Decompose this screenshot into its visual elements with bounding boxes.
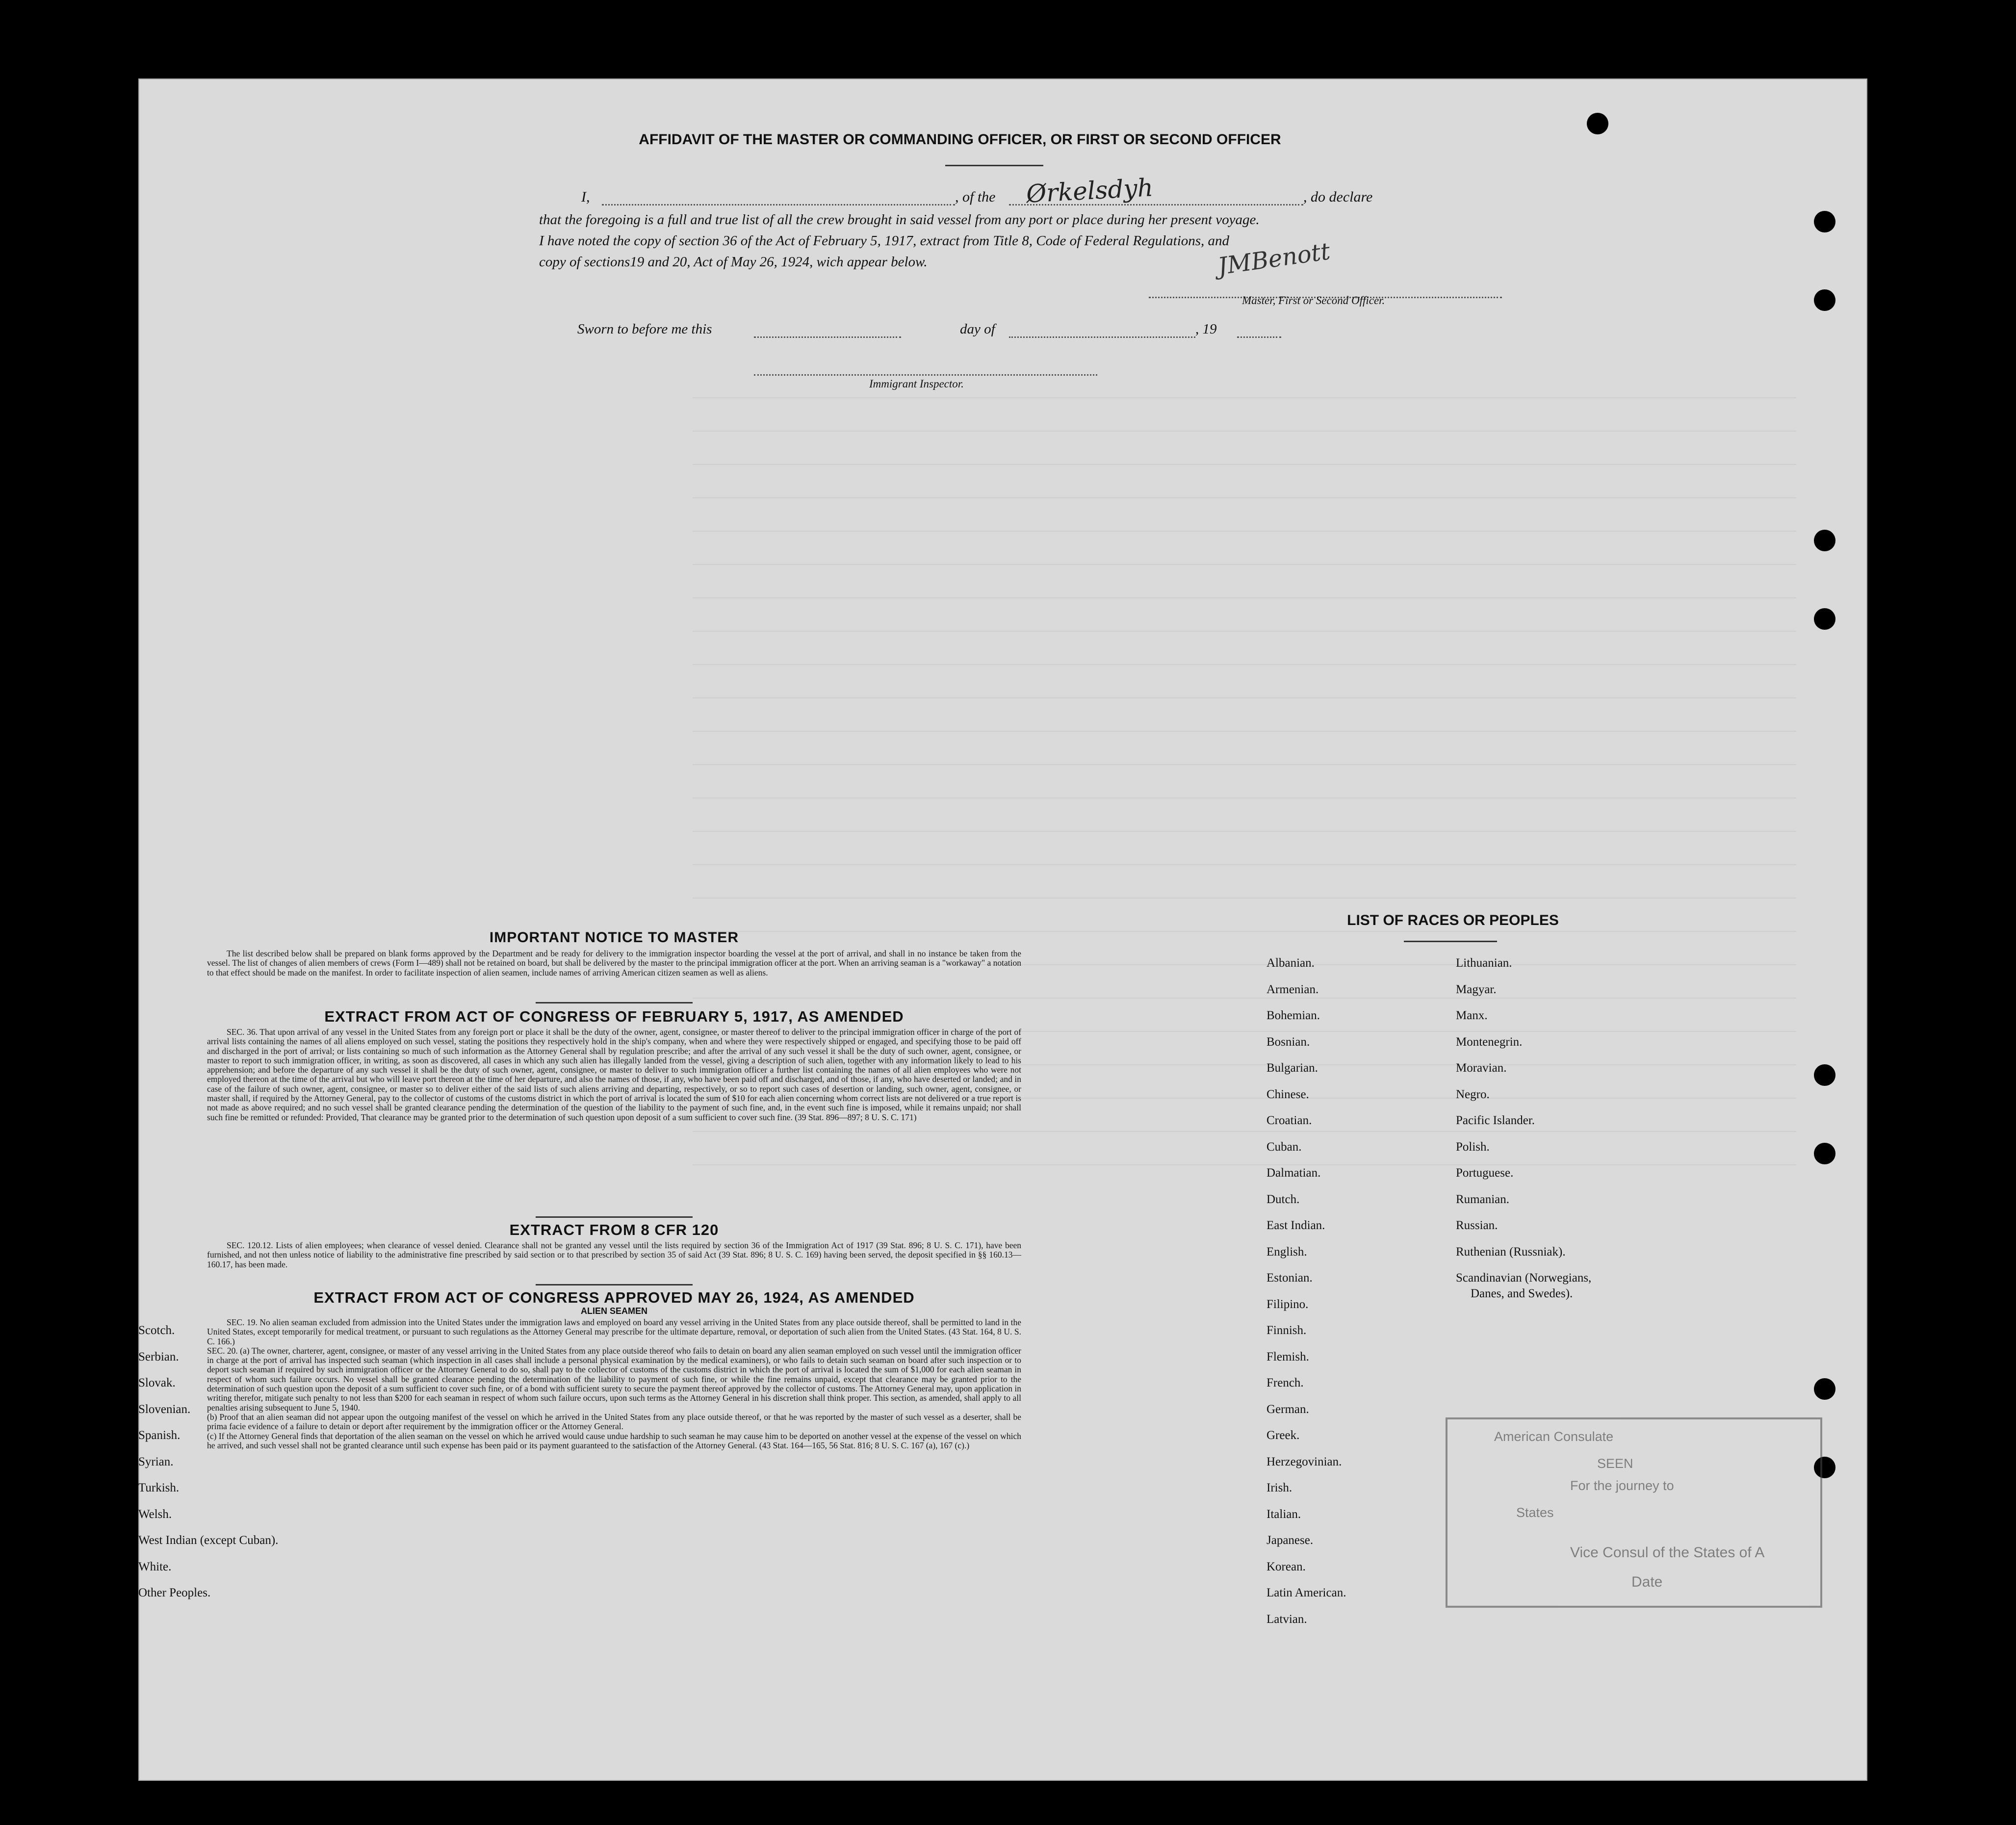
race-item: Slovenian. [138,1402,191,1416]
race-item: Polish. [1456,1140,1490,1154]
notice-body: The list described below shall be prepared on blank forms approved by the Department and be ready for delivery to the immigration inspector boarding the vessel at the port of arrival, and shall in no instance be taken from the vessel. The list of changes of alien members of crews (Form I—489) shall not be retained on board, but shall be delivered by the master to the principal immigration officer at the port. When an arriving seaman is a "workaway" a notation to that effect should be made on the manifest. In order to facilitate inspection of alien seamen, include names of arriving American citizen seamen as well as aliens. [207,949,1021,977]
stamp-line: Vice Consul of the States of A [1570,1544,1765,1561]
immigrant-inspector-label: Immigrant Inspector. [869,378,964,390]
year-label: , 19 [1195,321,1217,337]
race-item: Flemish. [1266,1350,1309,1363]
race-item: Lithuanian. [1456,956,1512,970]
punch-hole [1814,1378,1835,1400]
affidavit-of-the-label: , of the [955,189,996,205]
officer-signature-handwritten: JMBenott [1216,237,1332,281]
race-item: Irish. [1266,1481,1292,1494]
vessel-name-handwritten: Ørkelsdyh [1025,173,1154,208]
race-item: Bulgarian. [1266,1061,1318,1075]
race-item: Croatian. [1266,1114,1312,1127]
stamp-line: For the journey to [1570,1478,1674,1493]
extract-cfr-title: EXTRACT FROM 8 CFR 120 [509,1221,719,1238]
race-item: Italian. [1266,1507,1301,1521]
affidavit-declare-label: , do declare [1303,189,1373,205]
race-item: White. [138,1560,172,1573]
sworn-day-blank [754,336,901,338]
divider [1404,941,1497,942]
consular-stamp [1446,1417,1822,1608]
race-item: Armenian. [1266,982,1319,996]
race-item: Serbian. [138,1350,179,1363]
race-item: Dalmatian. [1266,1166,1321,1180]
race-item: Danes, and Swedes). [1471,1287,1573,1301]
divider [945,165,1043,166]
race-item: Welsh. [138,1507,172,1521]
race-item: Portuguese. [1456,1166,1514,1180]
punch-hole [1814,530,1835,551]
notice-title: IMPORTANT NOTICE TO MASTER [489,929,739,946]
race-item: Cuban. [1266,1140,1302,1154]
extract-1924-subtitle: ALIEN SEAMEN [580,1306,647,1316]
divider [536,1284,693,1285]
affidavit-line-2: that the foregoing is a full and true list of all the crew brought in said vessel from any port or place during her present voyage. [539,212,1260,228]
punch-hole [1814,1143,1835,1164]
divider [536,1216,693,1218]
sworn-label: Sworn to before me this [577,321,712,337]
race-item: Syrian. [138,1455,174,1468]
race-item: Montenegrin. [1456,1035,1523,1049]
day-of-label: day of [960,321,995,337]
extract-1917-body: SEC. 36. That upon arrival of any vessel in the United States from any foreign port or place it shall be the duty of the owner, agent, consignee, or master thereof to deliver to the principal immigration officer in charge of the port of arrival lists containing the names of all aliens employed on such vessel, stating the positions they respectively hold in the ship's company, when and where they were respectively shipped or engaged, and specifying those to be paid off and discharged in the port of arrival; or lists containing so much of such information as the Attorney General shall by regulation prescribe; and after the arrival of any such vessel it shall be the duty of such owner, agent, consignee, or master to report to such immigration officer, in writing, as soon as discovered, all cases in which any such alien has illegally landed from the vessel, giving a description of such alien, together with any information likely to lead to his apprehension; and before the departure of any such vessel it shall be the duty of such owner, agent, consignee, or master to deliver to such immigration officer a further list containing the names of all alien employees who were not employed thereon at the time of the arrival but who will leave port thereon at the time of her departure, and also the names of those, if any, who have been paid off and discharged, and of those, if any, who have deserted or landed; and in case of the failure of such owner, agent, consignee, or master so to deliver either of the said lists of such aliens arriving and departing, respectively, or so to report such cases of desertion or landing, such owner, agent, consignee, or master shall, if required by the Attorney General, pay to the collector of customs of the customs district in which the port of arrival is located the sum of $10 for each alien concerning whom correct lists are not delivered or a true report is not made as above required; and no such vessel shall be granted clearance pending the determination of the question of the liability to the payment of such fine, and, in the event such fine is imposed, while it remains unpaid; nor shall such fine be remitted or refunded: Provided, That clearance may be granted prior to the determination of such question upon deposit of a sum sufficient to cover such fine. (39 Stat. 896—897; 8 U. S. C. 171) [207,1027,1021,1122]
affidavit-title: AFFIDAVIT OF THE MASTER OR COMMANDING OFFICER, OR FIRST OR SECOND OFFICER [639,131,1281,148]
race-item: German. [1266,1402,1309,1416]
master-name-blank [602,204,955,206]
race-item: Ruthenian (Russniak). [1456,1245,1566,1259]
race-item: English. [1266,1245,1307,1259]
race-item: East Indian. [1266,1219,1325,1232]
stamp-line: American Consulate [1494,1429,1614,1444]
race-item: Moravian. [1456,1061,1507,1075]
race-item: Korean. [1266,1560,1306,1573]
race-item: Bosnian. [1266,1035,1310,1049]
race-item: Other Peoples. [138,1586,211,1599]
master-officer-label: Master, First or Second Officer. [1242,294,1385,307]
race-item: Bohemian. [1266,1009,1320,1022]
extract-1924-body: SEC. 19. No alien seaman excluded from admission into the United States under the immigration laws and employed on board any vessel arriving in the United States from any place outside thereof, shall be permitted to land in the United States, except temporarily for medical treatment, or pursuant to such regulations as the Attorney General may prescribe for the ultimate departure, removal, or deportation of such alien from the United States. (43 Stat. 164, 8 U. S. C. 166.) SEC. 20. (a) The owner, charterer, agent, consignee, or master of any vessel arriving in the United States from any place outside thereof who fails to detain on board any alien seaman employed on such vessel until the immigration officer in charge at the port of arrival has inspected such seaman (which inspection in all cases shall include a personal physical examination by the medical examiners), or who fails to detain such seaman on board after such inspection or to deport such seaman if required by such immigration officer or the Attorney General to do so, shall pay to the collector of customs of the customs district in which the port of arrival is located the sum of $1,000 for each alien seaman in respect of whom such failure occurs. No vessel shall be granted clearance pending the determination of the liability to payment of such fine, or while the fine remains unpaid, except that clearance may be granted prior to the determination of such question upon the deposit of a sum sufficient to cover such fine, or of a bond with sufficient surety to secure the payment thereof approved by the collector of customs. The Attorney General may, upon application in writing therefor, mitigate such penalty to not less than $200 for each seaman in respect of whom such failure occurs, upon such terms as the Attorney General in his discretion shall think proper. This section, as amended, shall apply to all penalties arising subsequent to June 5, 1940. (b) Proof that an alien seaman did not appear upon the outgoing manifest of the vessel on which he arrived in the United States from any place outside thereof, or that he was reported by the master of such vessel as a deserter, shall be prima facie evidence of a failure to detain or deport after requirement by the immigration officer or the Attorney General. (c) If the Attorney General finds that deportation of the alien seaman on the vessel on which he arrived would cause undue hardship to such seaman he may cause him to be deported on another vessel at the expense of the vessel on which he arrived, and such vessel shall not be granted clearance until such expense has been paid or its payment guaranteed to the satisfaction of the Attorney General. (43 Stat. 164—165, 56 Stat. 816; 8 U. S. C. 167 (a), 167 (c).) [207,1317,1021,1450]
race-item: Albanian. [1266,956,1315,970]
race-item: Slovak. [138,1376,176,1389]
race-item: Turkish. [138,1481,180,1494]
race-item: Rumanian. [1456,1192,1510,1206]
race-item: Estonian. [1266,1271,1313,1285]
vessel-name-blank [1009,204,1303,206]
race-item: Latin American. [1266,1586,1346,1599]
affidavit-line-3: I have noted the copy of section 36 of the Act of February 5, 1917, extract from Title 8, Code of Federal Regulations, and [539,233,1230,249]
race-item: Pacific Islander. [1456,1114,1535,1127]
race-item: Negro. [1456,1087,1490,1101]
race-item: Latvian. [1266,1612,1307,1626]
punch-hole [1814,289,1835,311]
punch-hole [1814,608,1835,630]
race-item: Herzegovinian. [1266,1455,1342,1468]
sworn-month-blank [1009,336,1195,338]
race-item: Manx. [1456,1009,1488,1022]
punch-hole [1814,1064,1835,1086]
extract-1924-title: EXTRACT FROM ACT OF CONGRESS APPROVED MAY 26, 1924, AS AMENDED [313,1289,915,1306]
race-item: French. [1266,1376,1304,1389]
race-item: Spanish. [138,1429,181,1442]
race-item: Japanese. [1266,1534,1314,1547]
race-item: Dutch. [1266,1192,1300,1206]
manifest-sheet [138,78,1867,1781]
race-item: Russian. [1456,1219,1498,1232]
race-item: Finnish. [1266,1324,1307,1337]
race-item: Magyar. [1456,982,1497,996]
stamp-line: States [1516,1505,1554,1520]
stamp-line: SEEN [1597,1456,1633,1471]
affidavit-i-label: I, [581,189,590,205]
divider [536,1002,693,1003]
extract-cfr-body: SEC. 120.12. Lists of alien employees; when clearance of vessel denied. Clearance shall not be granted any vessel until the lists required by section 36 of the Immigration Act of 1917 (39 Stat. 896; 8 U. S. C. 171), have been furnished, and not then unless notice of liability to the administrative fine prescribed by said section or to that prescribed by section 35 of said Act (39 Stat. 896; 8 U. S. C. 169) having been served, the deposit specified in §§ 160.13—160.17, has been made. [207,1240,1021,1269]
race-item: West Indian (except Cuban). [138,1534,279,1547]
race-item: Chinese. [1266,1087,1309,1101]
race-item: Scandinavian (Norwegians, [1456,1271,1592,1285]
punch-hole [1814,211,1835,232]
affidavit-line-4: copy of sections19 and 20, Act of May 26, 1924, wich appear below. [539,254,928,270]
legal-notices-column [207,929,1021,1655]
stamp-line: Date [1631,1574,1663,1590]
race-item: Scotch. [138,1324,175,1337]
races-title: LIST OF RACES OR PEOPLES [1347,912,1559,928]
race-item: Filipino. [1266,1297,1309,1311]
punch-hole [1587,113,1608,134]
extract-1917-title: EXTRACT FROM ACT OF CONGRESS OF FEBRUARY 5, 1917, AS AMENDED [324,1008,904,1025]
sworn-year-blank [1237,336,1281,338]
inspector-signature-blank [754,374,1097,376]
race-item: Greek. [1266,1429,1300,1442]
